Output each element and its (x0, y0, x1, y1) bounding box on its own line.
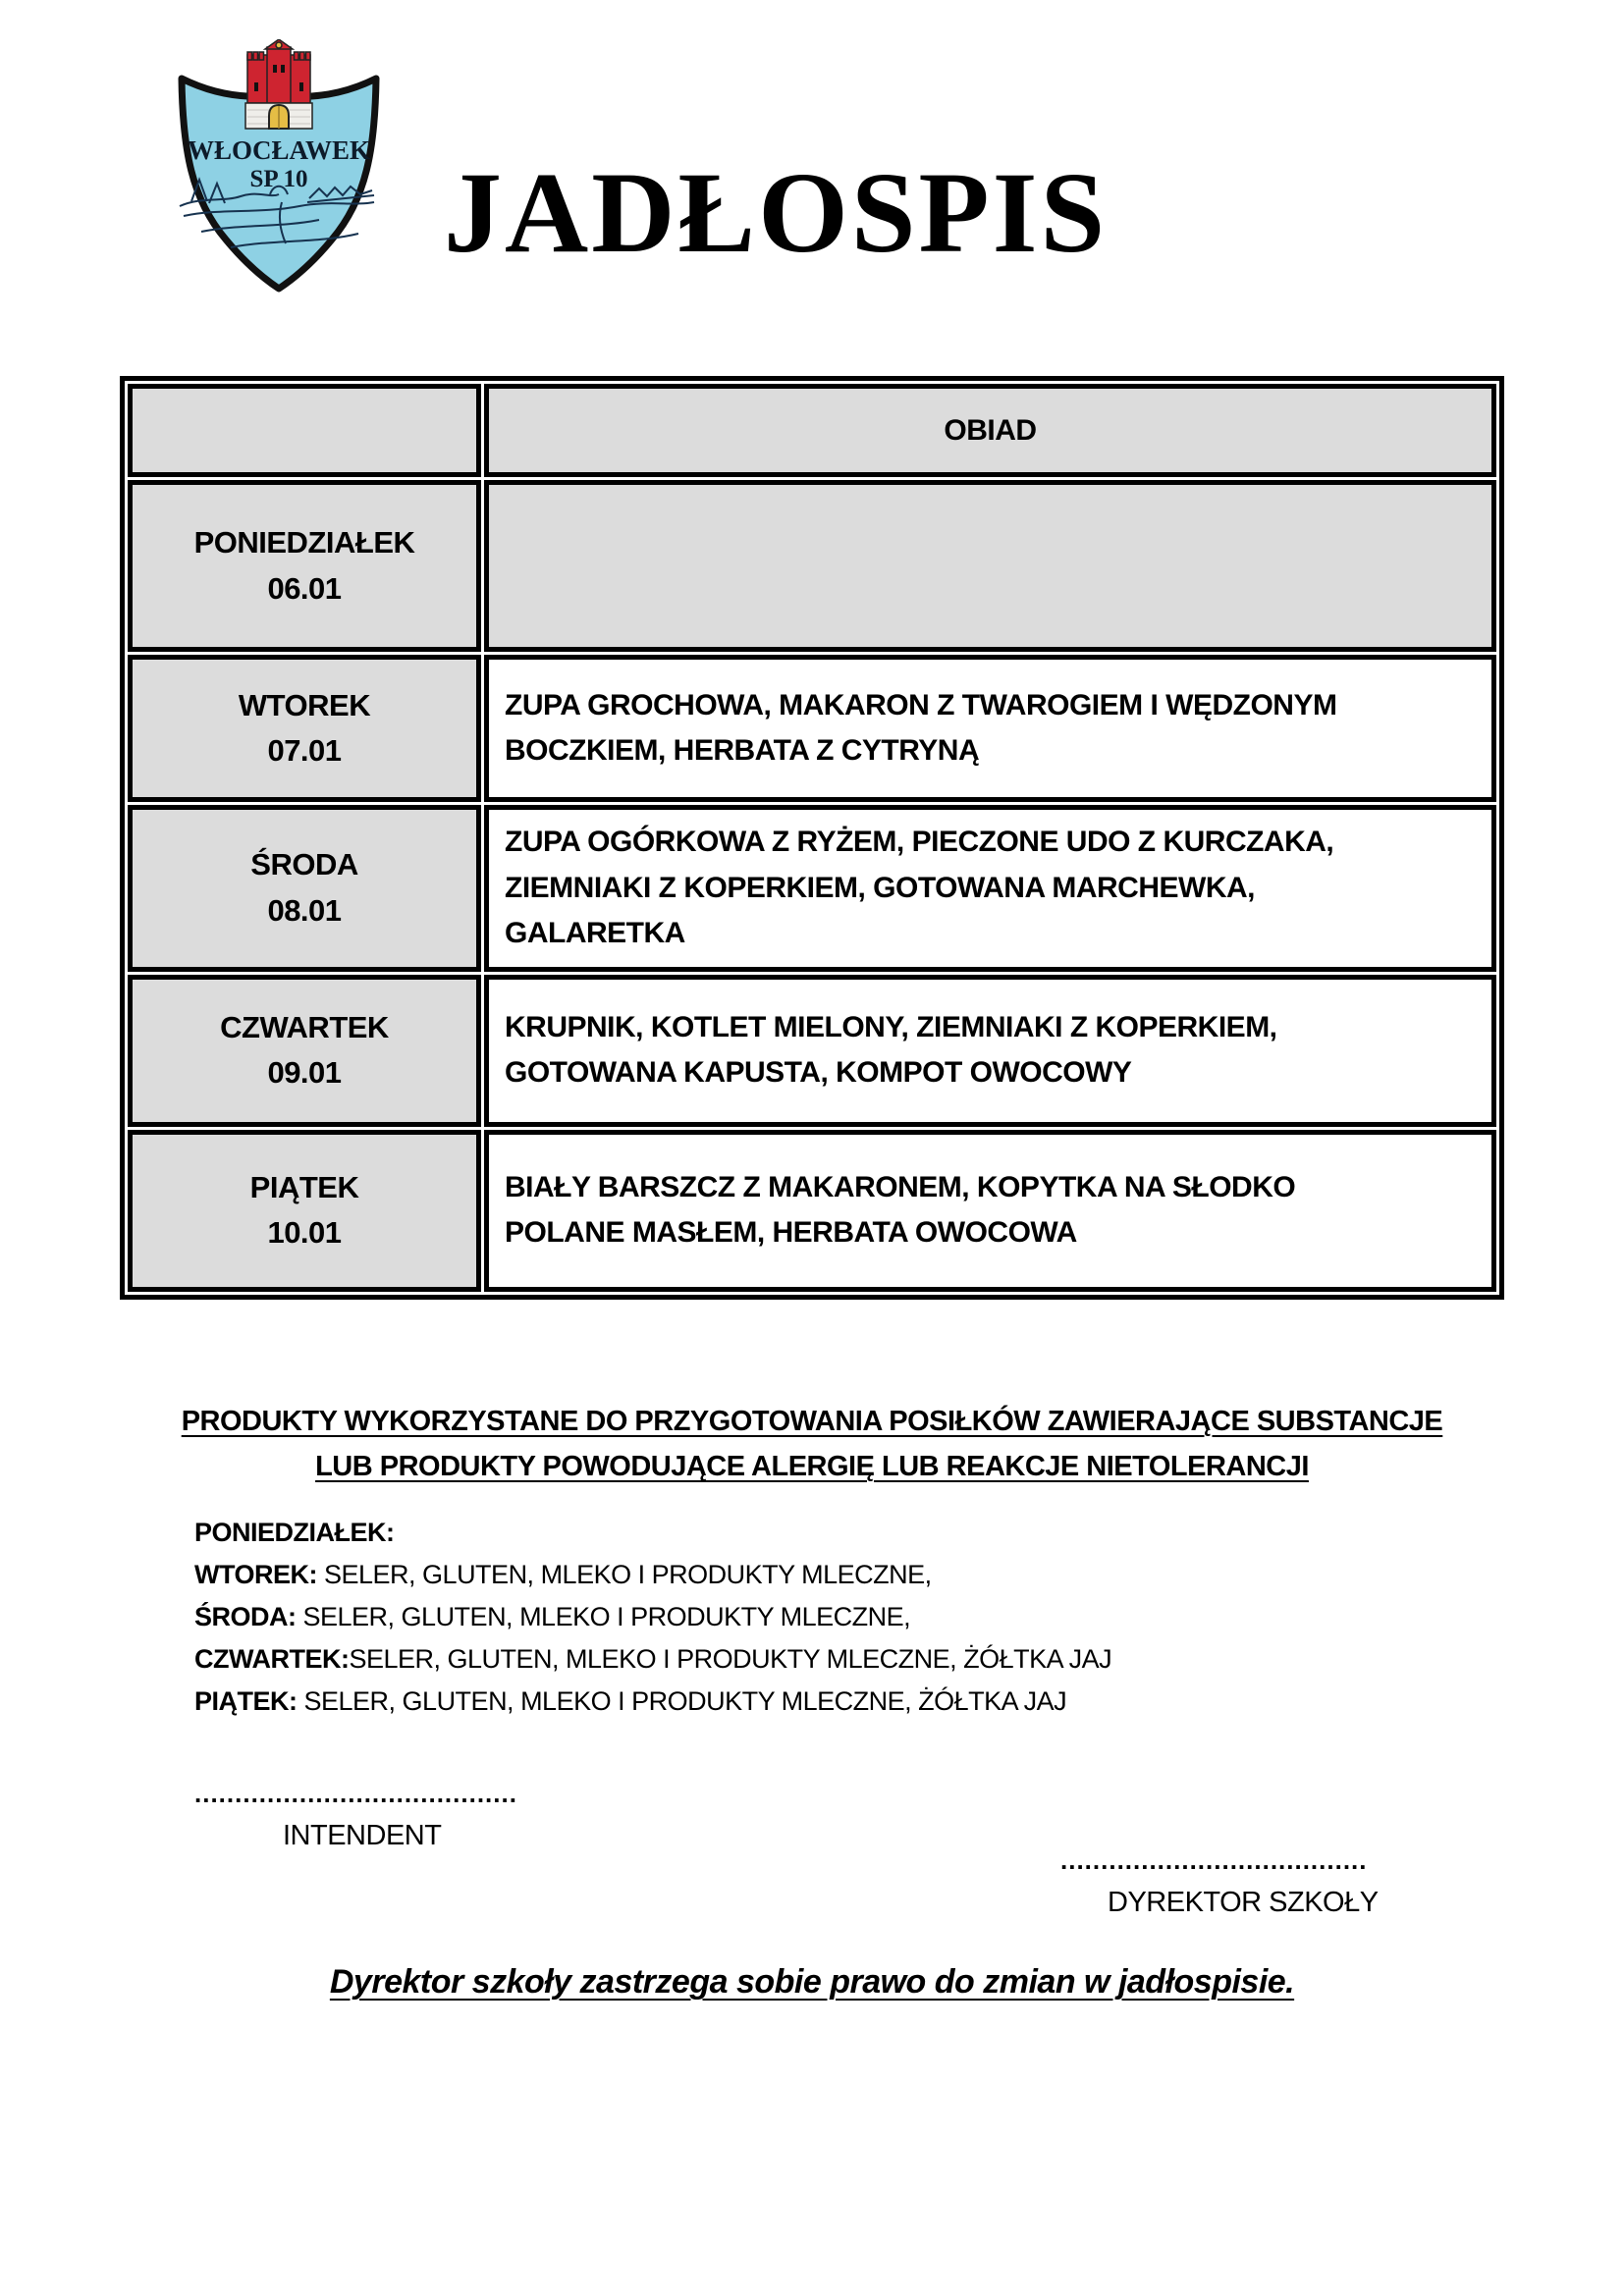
allergen-list (194, 1512, 1111, 1723)
allergen-values: SELER, GLUTEN, MLEKO I PRODUKTY MLECZNE, (317, 1560, 932, 1589)
day-date: 10.01 (267, 1215, 342, 1250)
allergen-day-label: WTOREK: (194, 1560, 317, 1589)
day-date: 09.01 (267, 1055, 342, 1090)
header-empty-cell (128, 384, 481, 477)
meal-cell-wednesday (484, 805, 1496, 972)
allergen-heading-line2: LUB PRODUKTY POWODUJĄCE ALERGIĘ LUB REAKCJE NIETOLERANCJI (315, 1451, 1309, 1483)
day-name: WTOREK (238, 687, 371, 722)
intendent-label: INTENDENT (283, 1820, 442, 1851)
table-row (128, 805, 1496, 972)
footer-note: Dyrektor szkoły zastrzega sobie prawo do zmian w jadłospisie. (329, 1963, 1295, 2001)
meal-text: KRUPNIK, KOTLET MIELONY, ZIEMNIAKI Z KOPERKIEM, GOTOWANA KAPUSTA, KOMPOT OWOCOWY (505, 1010, 1277, 1089)
day-name: PONIEDZIAŁEK (193, 525, 415, 560)
menu-table (120, 376, 1504, 1300)
allergen-line-tuesday (194, 1554, 1111, 1596)
page-title: JADŁOSPIS (444, 148, 1109, 277)
day-name: ŚRODA (250, 847, 358, 882)
allergen-day-label: PONIEDZIAŁEK: (194, 1518, 395, 1547)
day-name: CZWARTEK (220, 1009, 389, 1044)
allergen-day-label: CZWARTEK: (194, 1644, 350, 1674)
day-cell-thursday (128, 975, 481, 1127)
day-date: 06.01 (267, 570, 342, 606)
day-name: PIĄTEK (249, 1169, 359, 1204)
intendent-signature-line: ........................................ (194, 1779, 517, 1808)
crest-school-text: SP 10 (249, 166, 308, 192)
meal-cell-thursday (484, 975, 1496, 1127)
table-row (128, 480, 1496, 652)
director-signature-line: ...................................... (1060, 1845, 1368, 1875)
day-cell-wednesday (128, 805, 481, 972)
director-label: DYREKTOR SZKOŁY (1108, 1887, 1379, 1918)
allergen-values: SELER, GLUTEN, MLEKO I PRODUKTY MLECZNE, ŻÓŁTKA JAJ (297, 1686, 1067, 1716)
allergen-line-monday (194, 1512, 1111, 1554)
allergen-values: SELER, GLUTEN, MLEKO I PRODUKTY MLECZNE, (296, 1602, 911, 1631)
meal-text: BIAŁY BARSZCZ Z MAKARONEM, KOPYTKA NA SŁODKO POLANE MASŁEM, HERBATA OWOCOWA (505, 1170, 1296, 1249)
table-header-row (128, 384, 1496, 477)
allergen-heading (120, 1399, 1504, 1490)
allergen-day-label: ŚRODA: (194, 1602, 297, 1631)
shield-crest-icon (172, 39, 386, 302)
day-cell-monday (128, 480, 481, 652)
school-crest-logo (172, 39, 386, 302)
meal-text: ZUPA GROCHOWA, MAKARON Z TWAROGIEM I WĘDZONYM BOCZKIEM, HERBATA Z CYTRYNĄ (505, 688, 1337, 767)
table-row (128, 1130, 1496, 1292)
day-cell-tuesday (128, 655, 481, 802)
allergen-line-wednesday (194, 1596, 1111, 1638)
crest-city-text: WŁOCŁAWEK (187, 135, 371, 165)
meal-cell-friday (484, 1130, 1496, 1292)
meal-text: ZUPA OGÓRKOWA Z RYŻEM, PIECZONE UDO Z KURCZAKA, ZIEMNIAKI Z KOPERKIEM, GOTOWANA MARCHEWKA, GALARETKA (505, 826, 1334, 949)
meal-cell-tuesday (484, 655, 1496, 802)
meal-text (489, 557, 1388, 576)
day-cell-friday (128, 1130, 481, 1292)
day-date: 08.01 (267, 892, 342, 928)
allergen-line-thursday (194, 1638, 1111, 1681)
allergen-day-label: PIĄTEK: (194, 1686, 298, 1716)
table-row (128, 975, 1496, 1127)
allergen-values: SELER, GLUTEN, MLEKO I PRODUKTY MLECZNE, ŻÓŁTKA JAJ (349, 1644, 1112, 1674)
meal-cell-monday (484, 480, 1496, 652)
allergen-heading-line1: PRODUKTY WYKORZYSTANE DO PRZYGOTOWANIA POSIŁKÓW ZAWIERAJĄCE SUBSTANCJE (181, 1406, 1443, 1437)
table-row (128, 655, 1496, 802)
day-date: 07.01 (267, 733, 342, 768)
header-obiad-cell: OBIAD (484, 384, 1496, 477)
allergen-line-friday (194, 1681, 1111, 1723)
